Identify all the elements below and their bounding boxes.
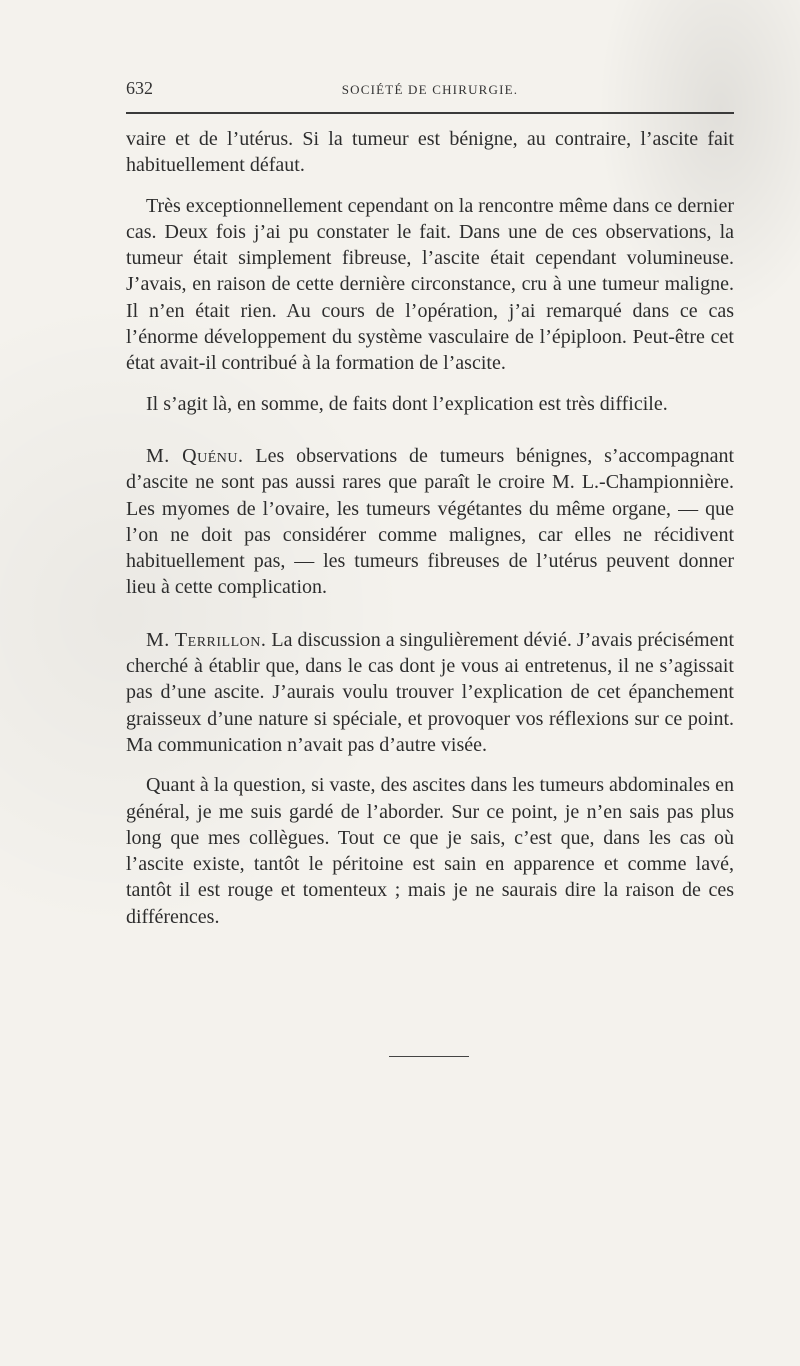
speaker-name: M. Terrillon. <box>146 628 267 651</box>
paragraph-conclusion <box>126 391 734 417</box>
paragraph-text: Quant à la question, si vaste, des ascites dans les tumeurs abdominales en général, je me suis gardé de l’aborder. Sur ce point, je n’en sais pas plus long que mes collègues. Tout ce que je sais, c’est que, dans les cas où l’ascite existe, tantôt le péritoine est sain en apparence et comme lavé, tantôt il est rouge et tomenteux ; mais je ne saurais dire la raison de ces différences. <box>126 774 734 928</box>
paragraph-text: vaire et de l’utérus. Si la tumeur est bénigne, au contraire, l’ascite fait habituellement défaut. <box>126 128 734 177</box>
page-number: 632 <box>126 78 153 98</box>
paragraph-continuation <box>126 126 734 179</box>
section-end-rule <box>389 1056 469 1057</box>
speaker-name: M. Quénu. <box>146 444 244 467</box>
paragraph-exceptions <box>126 193 734 377</box>
running-head: SOCIÉTÉ DE CHIRURGIE. <box>341 82 519 97</box>
paragraph-quenu <box>126 443 734 601</box>
paragraph-text: La discussion a singulièrement dévié. J’avais précisément cherché à établir que, dans le cas dont je vous ai entretenus, il ne s’agissait pas d’une ascite. J’aurais voulu trouver l’explication de cet épanchement graisseux d’une nature si spéciale, et provoquer vos réflexions sur ce point. Ma communication n’avait pas d’autre visée. <box>126 628 734 756</box>
paragraph-text: Il s’agit là, en somme, de faits dont l’explication est très difficile. <box>146 392 668 415</box>
paragraph-question <box>126 772 734 930</box>
header-rule <box>126 112 734 114</box>
paragraph-terrillon <box>126 627 734 758</box>
page-header <box>126 76 734 100</box>
paragraph-text: Les observations de tumeurs bénignes, s’accompagnant d’ascite ne sont pas aussi rares que paraît le croire M. L.-Championnière. Les myomes de l’ovaire, les tumeurs végétantes du même organe, — que l’on ne doit pas considérer comme malignes, car elles ne récidivent habituellement pas, — les tumeurs fibreuses de l’utérus peuvent donner lieu à cette complication. <box>126 444 735 599</box>
paragraph-text: Très exceptionnellement cependant on la rencontre même dans ce dernier cas. Deux fois j’ai pu constater le fait. Dans une de ces observations, la tumeur était simplement fibreuse, l’ascite était cependant volumineuse. J’avais, en raison de cette dernière circonstance, cru à une tumeur maligne. Il n’en était rien. Au cours de l’opération, j’ai remarqué dans ce cas l’énorme développement du système vasculaire de l’épiploon. Peut-être cet état avait-il contribué à la formation de l’ascite. <box>126 194 734 375</box>
body-text <box>126 126 734 944</box>
